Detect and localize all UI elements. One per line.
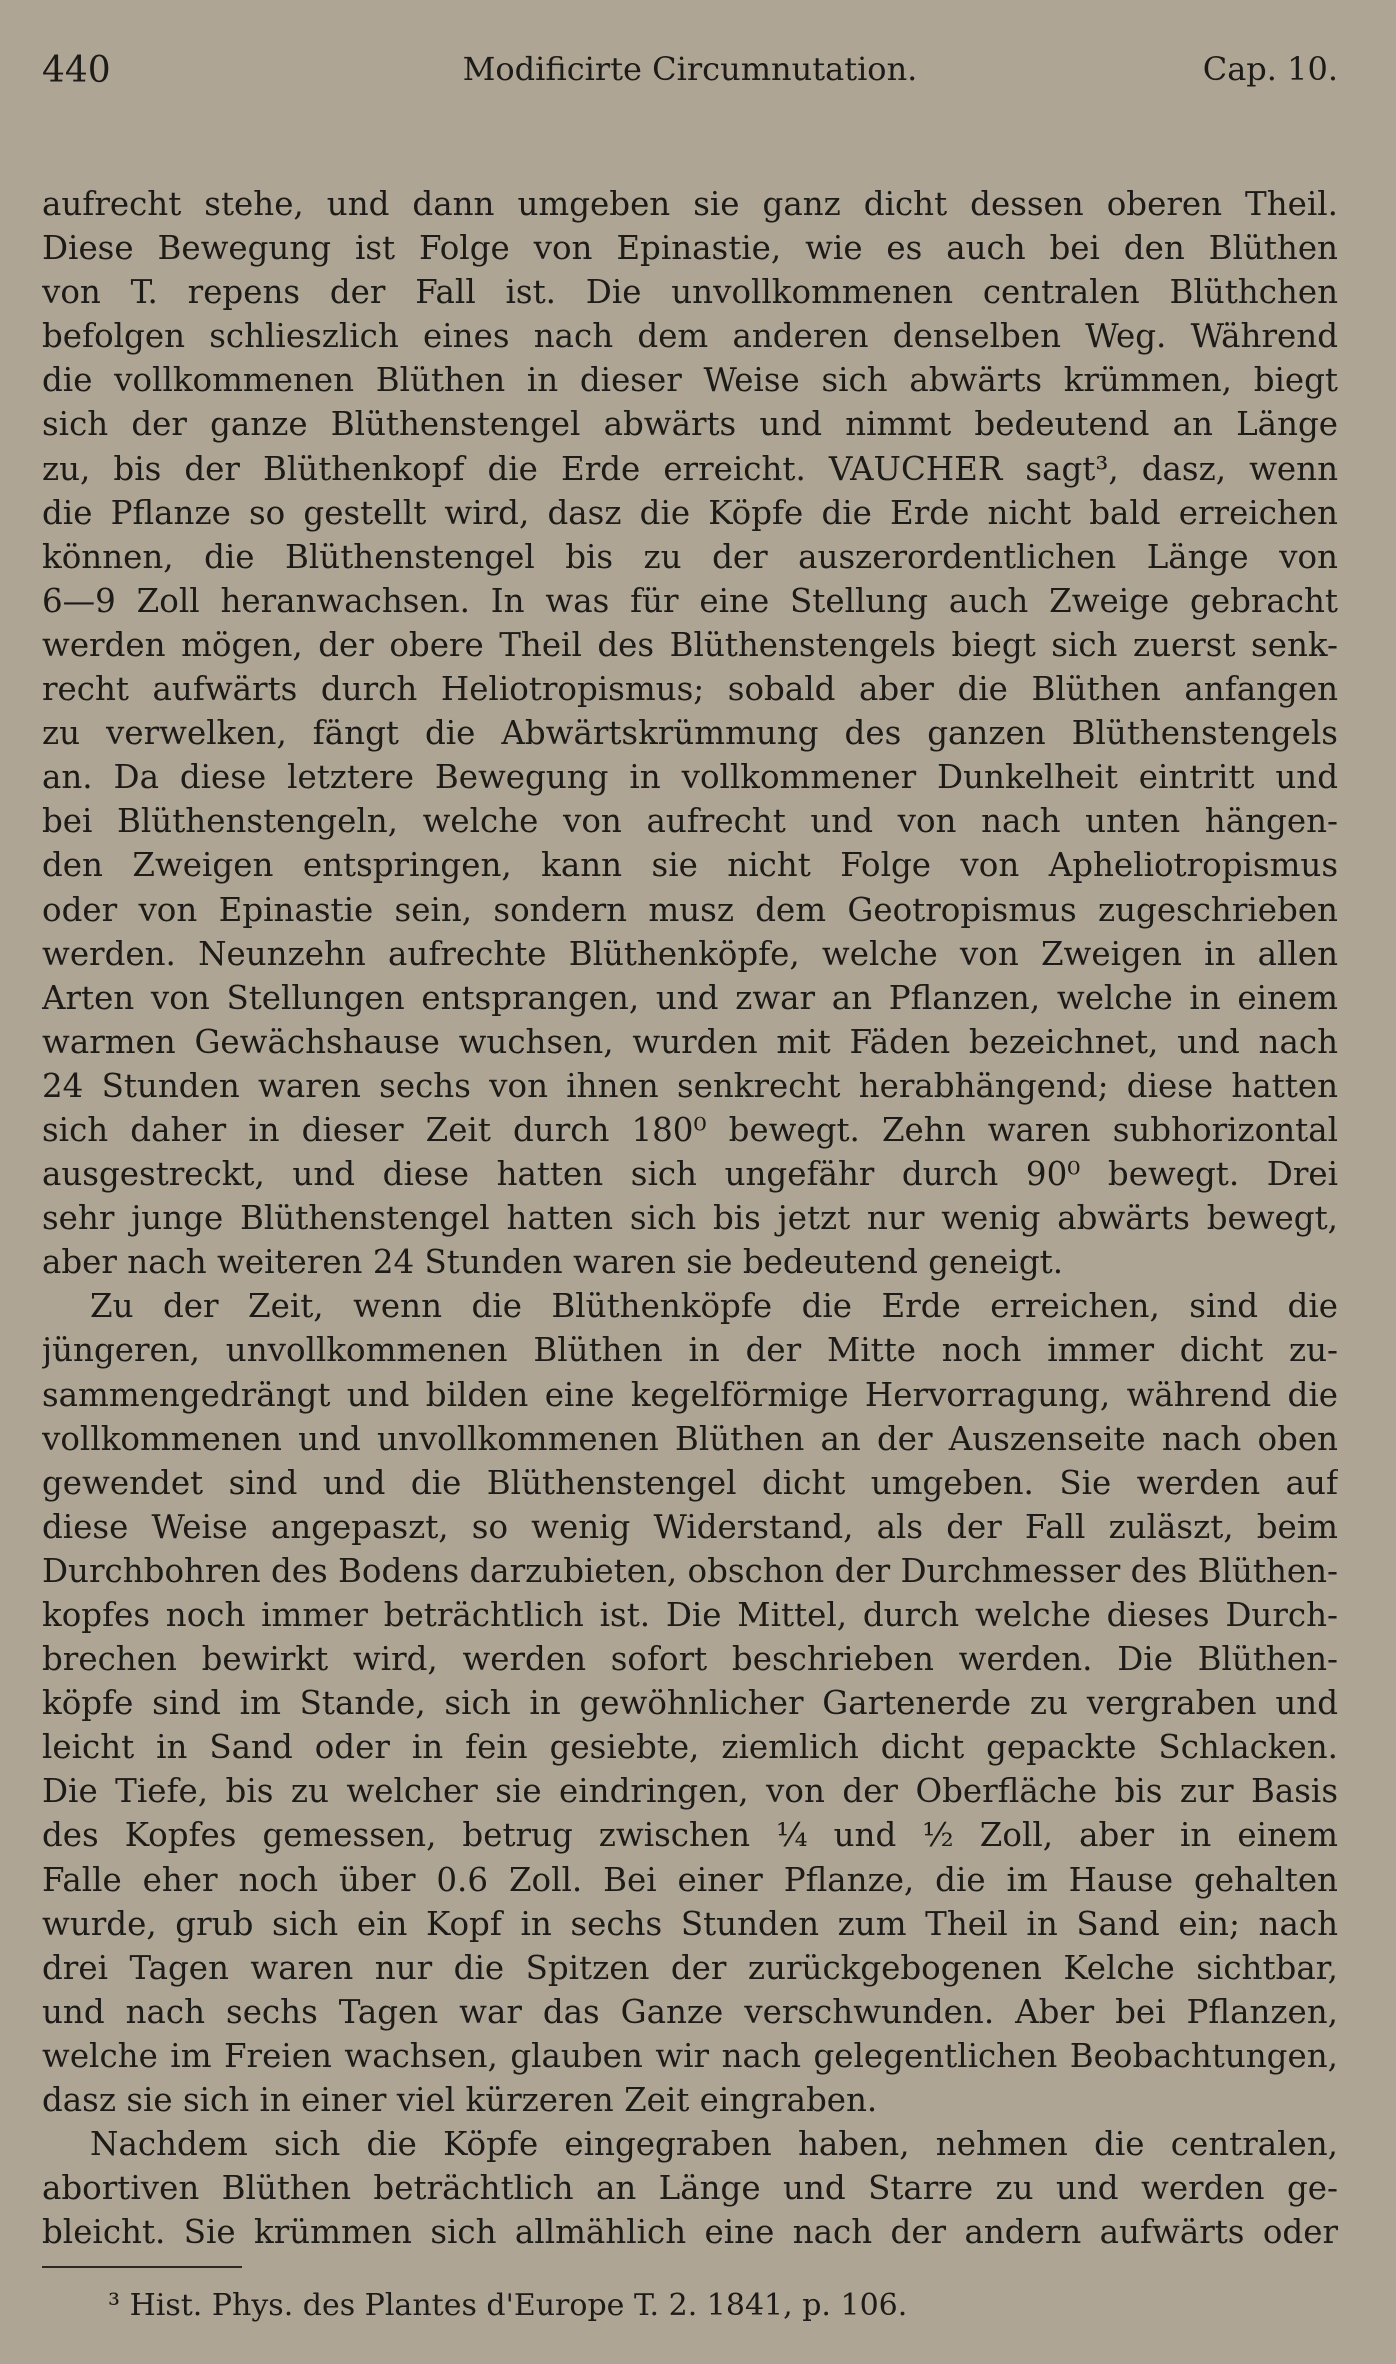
text-line: drei Tagen waren nur die Spitzen der zurückgebogenen Kelche sichtbar,	[42, 1948, 1338, 1987]
running-title: Modificirte Circumnutation.	[462, 50, 918, 88]
text-line: sammengedrängt und bilden eine kegelförmige Hervorragung, während die	[42, 1375, 1338, 1414]
text-line: bei Blüthenstengeln, welche von aufrecht und von nach unten hängen-	[42, 802, 1338, 841]
text-line: warmen Gewächshause wuchsen, wurden mit Fäden bezeichnet, und nach	[42, 1022, 1338, 1061]
footnote-rule	[42, 2266, 242, 2268]
chapter-label: Cap. 10.	[1202, 50, 1338, 88]
text-line: dasz sie sich in einer viel kürzeren Zeit eingraben.	[42, 2081, 878, 2120]
text-line: köpfe sind im Stande, sich in gewöhnlicher Gartenerde zu vergraben und	[42, 1684, 1338, 1723]
text-line: Falle eher noch über 0.6 Zoll. Bei einer Pflanze, die im Hause gehalten	[42, 1860, 1338, 1899]
text-line: und nach sechs Tagen war das Ganze verschwunden. Aber bei Pflanzen,	[42, 1992, 1338, 2031]
page-header	[42, 40, 1338, 100]
text-line: leicht in Sand oder in fein gesiebte, ziemlich dicht gepackte Schlacken.	[42, 1728, 1338, 1767]
text-line: recht aufwärts durch Heliotropismus; sobald aber die Blüthen anfangen	[42, 670, 1338, 709]
text-line: bleicht. Sie krümmen sich allmählich eine nach der andern aufwärts oder	[42, 2213, 1338, 2252]
text-line: 24 Stunden waren sechs von ihnen senkrecht herabhängend; diese hatten	[42, 1066, 1338, 1105]
text-line: die vollkommenen Blüthen in dieser Weise sich abwärts krümmen, biegt	[42, 361, 1338, 400]
body-text	[42, 182, 1338, 2254]
text-line: die Pflanze so gestellt wird, dasz die Köpfe die Erde nicht bald erreichen	[42, 493, 1338, 532]
text-line: 6—9 Zoll heranwachsen. In was für eine Stellung auch Zweige gebracht	[42, 581, 1338, 620]
text-line: Nachdem sich die Köpfe eingegraben haben, nehmen die centralen,	[90, 2125, 1338, 2164]
text-line: Die Tiefe, bis zu welcher sie eindringen, von der Oberfläche bis zur Basis	[42, 1772, 1338, 1811]
text-line: sehr junge Blüthenstengel hatten sich bis jetzt nur wenig abwärts bewegt,	[42, 1199, 1338, 1238]
text-line: sich daher in dieser Zeit durch 180⁰ bewegt. Zehn waren subhorizontal	[42, 1110, 1338, 1149]
text-line: werden. Neunzehn aufrechte Blüthenköpfe, welche von Zweigen in allen	[42, 934, 1338, 973]
text-line: von T. repens der Fall ist. Die unvollkommenen centralen Blüthchen	[42, 273, 1338, 312]
text-line: aufrecht stehe, und dann umgeben sie ganz dicht dessen oberen Theil.	[42, 185, 1338, 223]
text-line: des Kopfes gemessen, betrug zwischen ¼ und ½ Zoll, aber in einem	[42, 1816, 1338, 1855]
text-line: jüngeren, unvollkommenen Blüthen in der Mitte noch immer dicht zu-	[42, 1331, 1338, 1370]
text-line: befolgen schlieszlich eines nach dem anderen denselben Weg. Während	[42, 317, 1338, 356]
text-line: diese Weise angepaszt, so wenig Widerstand, als der Fall zuläszt, beim	[42, 1507, 1338, 1546]
text-line: kopfes noch immer beträchtlich ist. Die Mittel, durch welche dieses Durch-	[42, 1596, 1338, 1634]
text-line: gewendet sind und die Blüthenstengel dicht umgeben. Sie werden auf	[42, 1463, 1338, 1502]
text-line: brechen bewirkt wird, werden sofort beschrieben werden. Die Blüthen-	[42, 1640, 1338, 1679]
text-line: können, die Blüthenstengel bis zu der auszerordentlichen Länge von	[42, 537, 1338, 576]
text-line: Arten von Stellungen entsprangen, und zwar an Pflanzen, welche in einem	[42, 978, 1338, 1017]
text-line: den Zweigen entspringen, kann sie nicht Folge von Apheliotropismus	[42, 846, 1338, 885]
text-line: Durchbohren des Bodens darzubieten, obschon der Durchmesser des Blüthen-	[42, 1551, 1338, 1590]
text-line: welche im Freien wachsen, glauben wir nach gelegentlichen Beobachtungen,	[42, 2036, 1338, 2075]
text-line: Zu der Zeit, wenn die Blüthenköpfe die Erde erreichen, sind die	[90, 1287, 1338, 1326]
text-line: wurde, grub sich ein Kopf in sechs Stunden zum Theil in Sand ein; nach	[42, 1904, 1338, 1943]
text-line: Diese Bewegung ist Folge von Epinastie, wie es auch bei den Blüthen	[42, 229, 1338, 268]
footnote: ³ Hist. Phys. des Plantes d'Europe T. 2. 1841, p. 106.	[108, 2288, 908, 2324]
text-line: werden mögen, der obere Theil des Blüthenstengels biegt sich zuerst senk-	[42, 625, 1338, 664]
text-line: abortiven Blüthen beträchtlich an Länge und Starre zu und werden ge-	[42, 2169, 1338, 2208]
text-line: vollkommenen und unvollkommenen Blüthen an der Auszenseite nach oben	[42, 1419, 1338, 1458]
text-line: zu, bis der Blüthenkopf die Erde erreicht. VAUCHER sagt³, dasz, wenn	[42, 449, 1338, 488]
text-line: an. Da diese letztere Bewegung in vollkommener Dunkelheit eintritt und	[42, 758, 1338, 797]
text-line: oder von Epinastie sein, sondern musz dem Geotropismus zugeschrieben	[42, 890, 1338, 929]
page-number: 440	[42, 50, 111, 91]
text-line: zu verwelken, fängt die Abwärtskrümmung des ganzen Blüthenstengels	[42, 714, 1338, 753]
text-line: sich der ganze Blüthenstengel abwärts und nimmt bedeutend an Länge	[42, 405, 1338, 444]
book-page	[42, 40, 1338, 2326]
text-line: ausgestreckt, und diese hatten sich ungefähr durch 90⁰ bewegt. Drei	[42, 1155, 1338, 1194]
text-line: aber nach weiteren 24 Stunden waren sie bedeutend geneigt.	[42, 1243, 1064, 1282]
